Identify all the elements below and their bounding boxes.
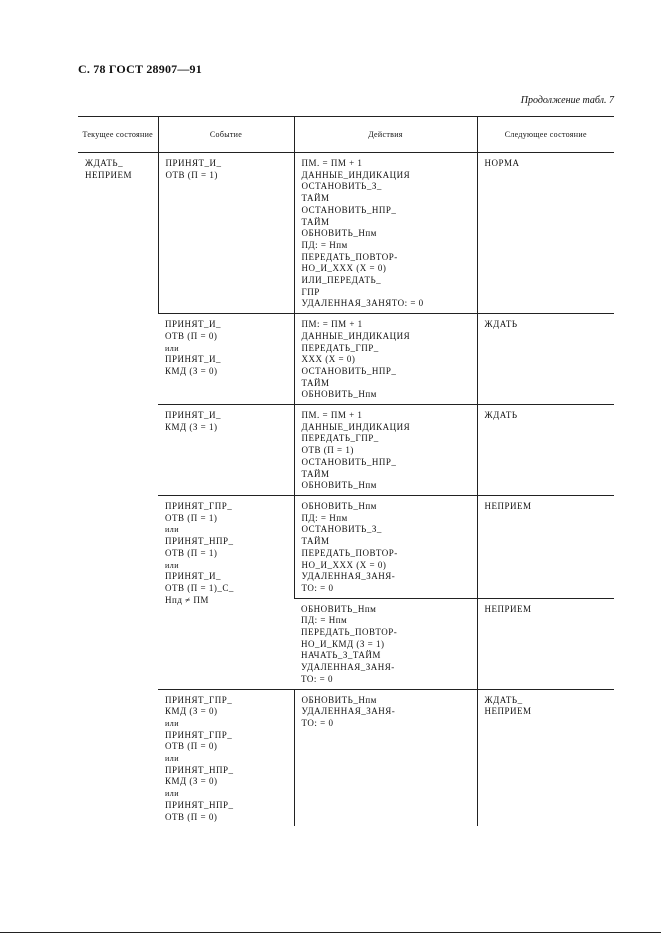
- page-bottom-rule: [0, 932, 661, 933]
- actions-cell: [294, 689, 477, 826]
- page-header: С. 78 ГОСТ 28907—91: [78, 62, 202, 76]
- cell-line: ЖДАТЬ_: [85, 158, 124, 168]
- cell-line: КМД (З = 1): [165, 421, 218, 432]
- actions-cell: [294, 314, 477, 405]
- cell-line: ТАЙМ: [301, 216, 330, 227]
- next-state-cell: [477, 689, 614, 826]
- actions-cell: [294, 598, 477, 689]
- cell-line: ДАННЫЕ_ИНДИКАЦИЯ: [301, 330, 411, 341]
- cell-line: или: [165, 525, 180, 535]
- cell-line: ОТВ (П = 1): [165, 169, 218, 180]
- cell-line: ОБНОВИТЬ_Нпм: [301, 228, 377, 239]
- cell-line: ГПР: [301, 286, 320, 297]
- cell-line: ОСТАНОВИТЬ_З_: [301, 524, 382, 535]
- cell-line: ОСТАНОВИТЬ_НПР_: [301, 456, 397, 467]
- cell-line: ПРИНЯТ_И_: [165, 354, 222, 365]
- next-state-cell: [477, 314, 614, 405]
- next-state-cell: [477, 495, 614, 598]
- cell-line: ОТВ (П = 0): [165, 811, 218, 822]
- header-event: Событие: [158, 117, 294, 153]
- cell-line: НОРМА: [484, 158, 520, 168]
- table-row: [78, 405, 614, 496]
- cell-line: ОСТАНОВИТЬ_НПР_: [301, 204, 397, 215]
- cell-line: ОТВ (П = 1): [165, 547, 218, 558]
- cell-line: УДАЛЕННАЯ_ЗАНЯ-: [301, 571, 396, 582]
- next-state-cell: [477, 405, 614, 496]
- cell-line: УДАЛЕННАЯ_ЗАНЯ-: [301, 662, 395, 673]
- actions-cell: [294, 405, 477, 496]
- cell-line: ТО: = 0: [301, 582, 334, 593]
- cell-line: ХХХ (Х = 0): [301, 354, 356, 365]
- cell-line: ПРИНЯТ_НПР_: [165, 799, 234, 810]
- cell-line: ПРИНЯТ_И_: [165, 158, 222, 168]
- state-transition-table: [78, 116, 614, 826]
- cell-line: НО_И_ХХХ (Х = 0): [301, 559, 387, 570]
- header-actions: Действия: [294, 117, 477, 153]
- cell-line: ПРИНЯТ_И_: [165, 571, 222, 582]
- header-next-state: Следующее состояние: [477, 117, 614, 153]
- cell-line: ОТВ (П = 1): [301, 445, 354, 456]
- cell-line: ЖДАТЬ: [484, 410, 518, 421]
- cell-line: ПД: = Нпм: [301, 615, 348, 626]
- cell-line: УДАЛЕННАЯ_ЗАНЯ-: [301, 706, 396, 717]
- cell-line: ОБНОВИТЬ_Нпм: [301, 500, 377, 511]
- header-current-state: Текущее состояние: [78, 117, 158, 153]
- cell-line: ДАННЫЕ_ИНДИКАЦИЯ: [301, 169, 411, 180]
- cell-line: ПЕРЕДАТЬ_ПОВТОР-: [301, 251, 398, 262]
- cell-line: ТАЙМ: [301, 536, 330, 547]
- table-row: [78, 153, 614, 314]
- event-cell: [158, 495, 294, 689]
- cell-line: ПД: = Нпм: [301, 239, 348, 250]
- cell-line: НЕПРИЕМ: [85, 169, 133, 180]
- cell-line: ПЕРЕДАТЬ_ГПР_: [301, 342, 379, 353]
- actions-cell: [294, 495, 477, 598]
- cell-line: ИЛИ_ПЕРЕДАТЬ_: [301, 275, 382, 286]
- cell-line: ПЕРЕДАТЬ_ПОВТОР-: [301, 547, 398, 558]
- event-cell: [158, 405, 294, 496]
- next-state-cell: [477, 153, 614, 314]
- cell-line: НЕПРИЕМ: [484, 603, 532, 614]
- cell-line: ОТВ (П = 0): [165, 741, 218, 752]
- cell-line: ПРИНЯТ_ГПР_: [165, 500, 233, 511]
- cell-line: ТО: = 0: [301, 717, 334, 728]
- cell-line: ПРИНЯТ_И_: [165, 410, 222, 421]
- cell-line: УДАЛЕННАЯ_ЗАНЯТО: = 0: [301, 298, 424, 309]
- current-state-cell: [78, 153, 158, 827]
- cell-line: ПРИНЯТ_НПР_: [165, 536, 234, 547]
- cell-line: ПРИНЯТ_ГПР_: [165, 694, 233, 705]
- cell-line: или: [165, 343, 180, 353]
- table-header-row: [78, 117, 614, 153]
- cell-line: ПРИНЯТ_ГПР_: [165, 729, 233, 740]
- cell-line: НО_И_КМД (З = 1): [301, 638, 385, 649]
- cell-line: ДАННЫЕ_ИНДИКАЦИЯ: [301, 421, 411, 432]
- cell-line: КМД (З = 0): [165, 706, 218, 717]
- cell-line: ОБНОВИТЬ_Нпм: [301, 603, 377, 614]
- next-state-cell: [477, 598, 614, 689]
- cell-line: ТАЙМ: [301, 193, 330, 204]
- cell-line: или: [165, 560, 180, 570]
- cell-line: ОТВ (П = 1): [165, 512, 218, 523]
- cell-line: НЕПРИЕМ: [484, 500, 532, 511]
- cell-line: ПЕРЕДАТЬ_ГПР_: [301, 433, 379, 444]
- table-row: [78, 495, 614, 598]
- cell-line: ПД: = Нпм: [301, 512, 348, 523]
- cell-line: ПЕРЕДАТЬ_ПОВТОР-: [301, 627, 398, 638]
- cell-line: НАЧАТЬ_З_ТАЙМ: [301, 650, 381, 661]
- cell-line: НЕПРИЕМ: [484, 706, 532, 717]
- table-row: [78, 689, 614, 826]
- cell-line: ОСТАНОВИТЬ_З_: [301, 181, 382, 192]
- cell-line: ПМ. = ПМ + 1: [301, 158, 363, 168]
- cell-line: или: [165, 754, 180, 764]
- event-cell: [158, 314, 294, 405]
- cell-line: ТО: = 0: [301, 673, 333, 684]
- cell-line: ОСТАНОВИТЬ_НПР_: [301, 365, 397, 376]
- event-cell: [158, 689, 294, 826]
- cell-line: ОБНОВИТЬ_Нпм: [301, 694, 377, 705]
- cell-line: ОТВ (П = 1)_С_: [165, 582, 234, 593]
- cell-line: ОТВ (П = 0): [165, 330, 218, 341]
- cell-line: Нпд ≠ ПМ: [165, 594, 209, 605]
- cell-line: ПРИНЯТ_НПР_: [165, 764, 234, 775]
- cell-line: ПРИНЯТ_И_: [165, 319, 222, 330]
- cell-line: или: [165, 789, 180, 799]
- event-cell: [158, 153, 294, 314]
- cell-line: ЖДАТЬ: [484, 319, 518, 330]
- cell-line: ПМ: = ПМ + 1: [301, 319, 363, 330]
- cell-line: ОБНОВИТЬ_Нпм: [301, 480, 377, 491]
- cell-line: ТАЙМ: [301, 377, 330, 388]
- cell-line: КМД (З = 0): [165, 776, 218, 787]
- cell-line: ОБНОВИТЬ_Нпм: [301, 389, 377, 400]
- cell-line: ТАЙМ: [301, 468, 330, 479]
- cell-line: КМД (З = 0): [165, 365, 218, 376]
- actions-cell: [294, 153, 477, 314]
- cell-line: или: [165, 718, 180, 728]
- cell-line: НО_И_ХХХ (Х = 0): [301, 263, 387, 274]
- cell-line: ЖДАТЬ_: [484, 694, 523, 705]
- table-row: [78, 314, 614, 405]
- table-continuation-label: Продолжение табл. 7: [520, 95, 614, 106]
- cell-line: ПМ. = ПМ + 1: [301, 410, 363, 421]
